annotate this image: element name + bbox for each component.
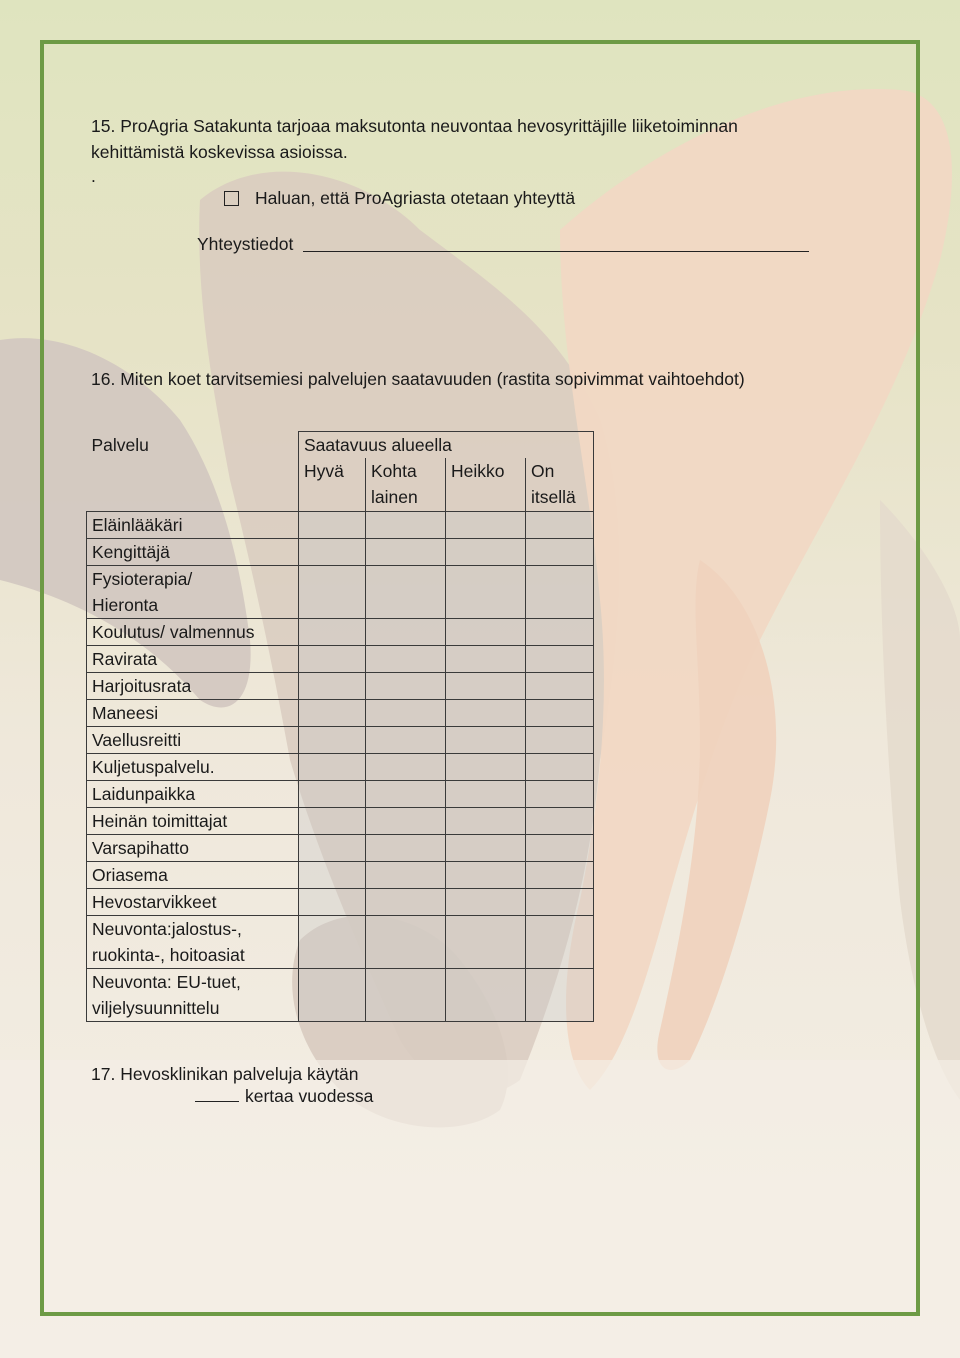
service-name: Koulutus/ valmennus xyxy=(92,621,255,642)
rating-cell-moderate[interactable] xyxy=(366,672,446,699)
rating-cell-good[interactable] xyxy=(299,645,366,672)
rating-cell-poor[interactable] xyxy=(446,511,526,538)
rating-cell-good[interactable] xyxy=(299,699,366,726)
rating-cell-moderate[interactable] xyxy=(366,807,446,834)
service-name-cell xyxy=(87,780,299,807)
service-row xyxy=(87,538,594,565)
rating-cell-good[interactable] xyxy=(299,672,366,699)
service-row xyxy=(87,511,594,538)
rating-cell-poor[interactable] xyxy=(446,645,526,672)
rating-cell-poor[interactable] xyxy=(446,726,526,753)
service-row xyxy=(87,888,594,915)
service-name-cell xyxy=(87,618,299,645)
service-name-line2: viljelysuunnittelu xyxy=(92,997,220,1018)
rating-cell-moderate[interactable] xyxy=(366,511,446,538)
rating-cell-moderate[interactable] xyxy=(366,565,446,618)
col-good-header xyxy=(299,458,366,511)
q15-text-line2: kehittämistä koskevissa asioissa. xyxy=(91,142,348,162)
q16-question: 16. Miten koet tarvitsemiesi palvelujen saatavuuden (rastita sopivimmat vaihtoehdot) xyxy=(91,369,745,389)
rating-cell-good[interactable] xyxy=(299,726,366,753)
service-name-cell xyxy=(87,538,299,565)
service-row xyxy=(87,861,594,888)
service-name-line2: ruokinta-, hoitoasiat xyxy=(92,944,245,965)
rating-cell-good[interactable] xyxy=(299,861,366,888)
service-name-cell xyxy=(87,834,299,861)
service-row xyxy=(87,807,594,834)
service-name: Neuvonta: EU-tuet, xyxy=(92,971,241,992)
service-name-cell xyxy=(87,645,299,672)
rating-cell-good[interactable] xyxy=(299,538,366,565)
rating-cell-good[interactable] xyxy=(299,807,366,834)
rating-cell-poor[interactable] xyxy=(446,699,526,726)
rating-cell-own[interactable] xyxy=(526,807,594,834)
contact-request-label: Haluan, että ProAgriasta otetaan yhteyttä xyxy=(255,188,576,208)
service-name: Ravirata xyxy=(92,648,158,669)
service-name-cell xyxy=(87,807,299,834)
service-row xyxy=(87,645,594,672)
rating-cell-own[interactable] xyxy=(526,699,594,726)
rating-cell-poor[interactable] xyxy=(446,968,526,1021)
rating-cell-poor[interactable] xyxy=(446,538,526,565)
rating-cell-moderate[interactable] xyxy=(366,753,446,780)
rating-cell-moderate[interactable] xyxy=(366,834,446,861)
service-name-cell xyxy=(87,672,299,699)
service-name-cell xyxy=(87,968,299,1021)
rating-cell-poor[interactable] xyxy=(446,861,526,888)
rating-cell-own[interactable] xyxy=(526,618,594,645)
service-name: Harjoitusrata xyxy=(92,675,192,696)
rating-cell-own[interactable] xyxy=(526,834,594,861)
rating-cell-own[interactable] xyxy=(526,672,594,699)
col-own-header xyxy=(526,458,594,511)
service-name: Hevostarvikkeet xyxy=(92,891,217,912)
service-name-cell xyxy=(87,888,299,915)
rating-cell-good[interactable] xyxy=(299,511,366,538)
service-row xyxy=(87,834,594,861)
col-poor-header xyxy=(446,458,526,511)
service-name-cell xyxy=(87,565,299,618)
contact-info-label: Yhteystiedot xyxy=(197,234,294,254)
rating-cell-own[interactable] xyxy=(526,861,594,888)
service-name-cell xyxy=(87,511,299,538)
availability-header-label: Saatavuus alueella xyxy=(304,435,452,455)
service-name: Fysioterapia/ xyxy=(92,568,193,589)
rating-cell-moderate[interactable] xyxy=(366,699,446,726)
rating-cell-moderate[interactable] xyxy=(366,618,446,645)
availability-header xyxy=(299,432,594,459)
service-row xyxy=(87,672,594,699)
rating-cell-own[interactable] xyxy=(526,726,594,753)
col-moderate-label-1: Kohta xyxy=(371,461,417,481)
service-row xyxy=(87,699,594,726)
service-column-header xyxy=(87,432,299,512)
rating-cell-own[interactable] xyxy=(526,753,594,780)
rating-cell-good[interactable] xyxy=(299,753,366,780)
service-name: Heinän toimittajat xyxy=(92,810,228,831)
service-name-cell xyxy=(87,699,299,726)
rating-cell-poor[interactable] xyxy=(446,807,526,834)
col-own-label-2: itsellä xyxy=(531,487,576,507)
contact-request-checkbox[interactable] xyxy=(224,191,239,206)
rating-cell-own[interactable] xyxy=(526,968,594,1021)
service-availability-table xyxy=(86,431,594,1022)
rating-cell-own[interactable] xyxy=(526,565,594,618)
service-row xyxy=(87,753,594,780)
service-name: Eläinlääkäri xyxy=(92,514,183,535)
service-row xyxy=(87,968,594,1021)
service-row xyxy=(87,618,594,645)
rating-cell-poor[interactable] xyxy=(446,915,526,968)
service-name: Maneesi xyxy=(92,702,159,723)
service-name-cell xyxy=(87,915,299,968)
rating-cell-poor[interactable] xyxy=(446,618,526,645)
rating-cell-poor[interactable] xyxy=(446,565,526,618)
service-name-line2: Hieronta xyxy=(92,594,159,615)
rating-cell-good[interactable] xyxy=(299,834,366,861)
rating-cell-good[interactable] xyxy=(299,618,366,645)
rating-cell-own[interactable] xyxy=(526,645,594,672)
service-name-cell xyxy=(87,861,299,888)
rating-cell-moderate[interactable] xyxy=(366,645,446,672)
q17-question: 17. Hevosklinikan palveluja käytän xyxy=(91,1064,359,1084)
q17-suffix: kertaa vuodessa xyxy=(245,1086,374,1106)
rating-cell-own[interactable] xyxy=(526,888,594,915)
col-moderate-header xyxy=(366,458,446,511)
rating-cell-moderate[interactable] xyxy=(366,888,446,915)
rating-cell-moderate[interactable] xyxy=(366,915,446,968)
rating-cell-moderate[interactable] xyxy=(366,780,446,807)
service-name: Kengittäjä xyxy=(92,541,170,562)
service-header-label: Palvelu xyxy=(91,434,149,455)
rating-cell-own[interactable] xyxy=(526,538,594,565)
rating-cell-good[interactable] xyxy=(299,565,366,618)
q15-dot: . xyxy=(91,166,96,186)
col-good-label: Hyvä xyxy=(304,461,344,481)
rating-cell-poor[interactable] xyxy=(446,753,526,780)
rating-cell-moderate[interactable] xyxy=(366,968,446,1021)
rating-cell-poor[interactable] xyxy=(446,672,526,699)
service-name: Varsapihatto xyxy=(92,837,189,858)
service-row xyxy=(87,915,594,968)
q15-text-line1: 15. ProAgria Satakunta tarjoaa maksutonta neuvontaa hevosyrittäjille liiketoiminnan xyxy=(91,116,738,136)
rating-cell-moderate[interactable] xyxy=(366,861,446,888)
rating-cell-good[interactable] xyxy=(299,915,366,968)
service-name: Vaellusreitti xyxy=(92,729,182,750)
col-own-label-1: On xyxy=(531,461,555,481)
service-row xyxy=(87,780,594,807)
service-name-cell xyxy=(87,726,299,753)
service-name: Laidunpaikka xyxy=(92,783,196,804)
contact-info-field[interactable] xyxy=(303,251,809,252)
rating-cell-own[interactable] xyxy=(526,511,594,538)
rating-cell-poor[interactable] xyxy=(446,888,526,915)
service-row xyxy=(87,565,594,618)
rating-cell-good[interactable] xyxy=(299,968,366,1021)
col-moderate-label-2: lainen xyxy=(371,487,418,507)
rating-cell-moderate[interactable] xyxy=(366,726,446,753)
service-name: Oriasema xyxy=(92,864,168,885)
service-name: Kuljetuspalvelu. xyxy=(92,756,215,777)
rating-cell-own[interactable] xyxy=(526,915,594,968)
col-poor-label: Heikko xyxy=(451,461,505,481)
service-name: Neuvonta:jalostus-, xyxy=(92,918,242,939)
rating-cell-good[interactable] xyxy=(299,888,366,915)
rating-cell-own[interactable] xyxy=(526,780,594,807)
service-row xyxy=(87,726,594,753)
service-name-cell xyxy=(87,753,299,780)
rating-cell-poor[interactable] xyxy=(446,834,526,861)
rating-cell-good[interactable] xyxy=(299,780,366,807)
rating-cell-poor[interactable] xyxy=(446,780,526,807)
rating-cell-moderate[interactable] xyxy=(366,538,446,565)
q17-times-field[interactable] xyxy=(195,1101,239,1102)
